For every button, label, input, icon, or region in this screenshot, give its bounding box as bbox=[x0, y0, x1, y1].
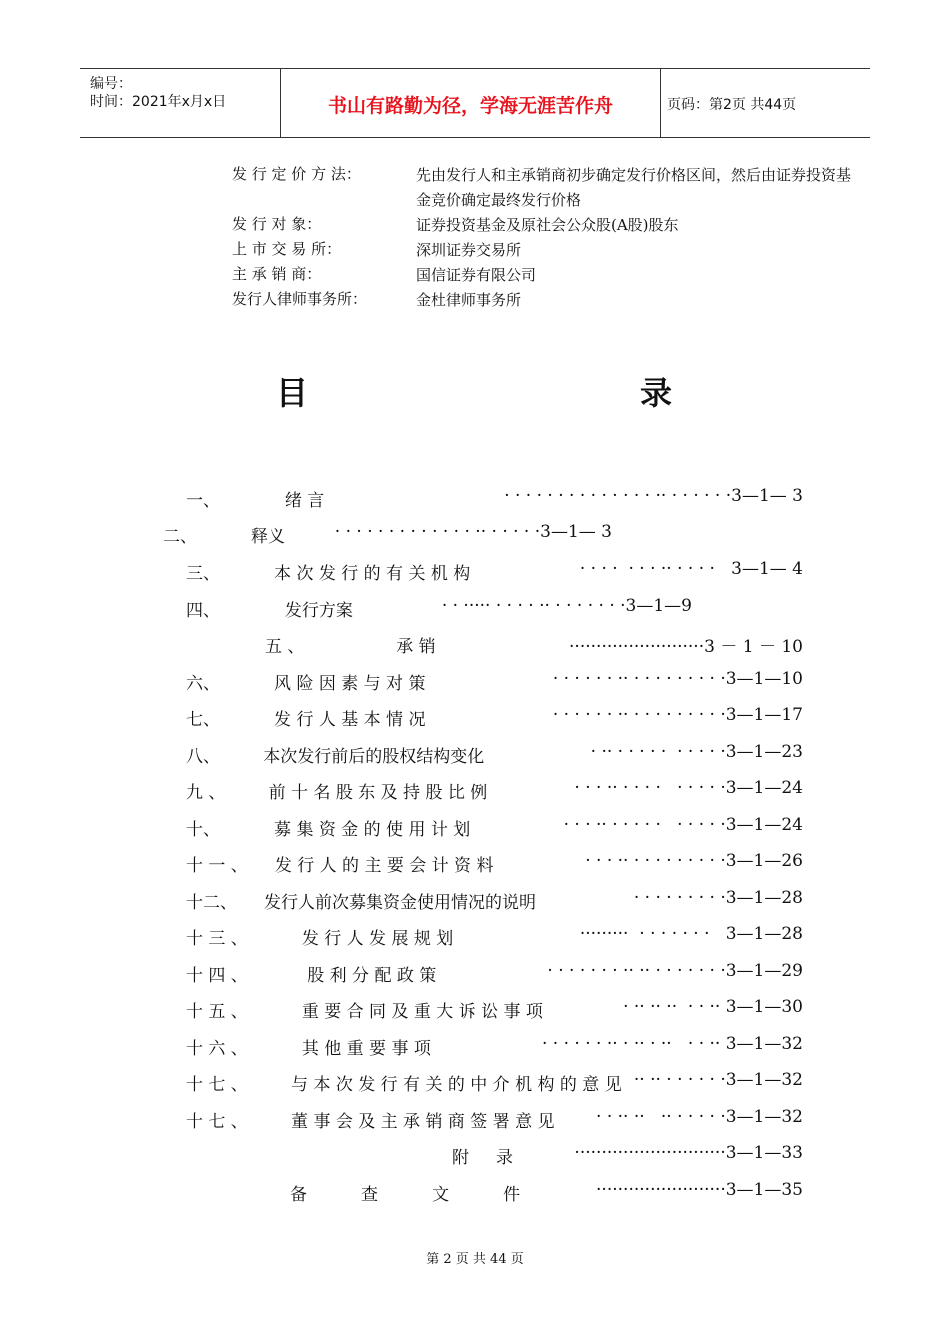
info-value: 先由发行人和主承销商初步确定发行价格区间，然后由证券投资基金竞价确定最终发行价格 bbox=[416, 166, 852, 209]
toc-entry-label[interactable]: 七、 发 行 人 基 本 情 况 bbox=[186, 710, 426, 730]
toc-entry-page: · · · · · · · · · · · · · · ·· · · · · · ·3—1— 3 bbox=[504, 486, 803, 506]
header-center-cell bbox=[281, 69, 661, 137]
toc-entry-page: · · · ·· · · · · · · · · ·3—1—26 bbox=[585, 851, 803, 871]
toc-entry-label[interactable]: 二、 释义 bbox=[163, 527, 286, 547]
toc-entry-label[interactable]: 十、 募 集 资 金 的 使 用 计 划 bbox=[186, 820, 471, 840]
toc-entry-label[interactable]: 四、 发行方案 bbox=[186, 601, 353, 621]
toc-entry-page: · · · · · · ·· · ·· · ·· · · ·· 3—1—32 bbox=[542, 1034, 803, 1054]
header-left-cell bbox=[80, 69, 281, 137]
toc-entry-page: · ·· ·· ·· · · ·· 3—1—30 bbox=[623, 997, 803, 1017]
toc-entry-label[interactable]: 一、 绪 言 bbox=[186, 491, 325, 511]
info-row bbox=[232, 238, 872, 263]
toc-entry-label[interactable]: 十 七 、 与 本 次 发 行 有 关 的 中 介 机 构 的 意 见 bbox=[186, 1075, 622, 1095]
info-label: 上 市 交 易 所： bbox=[232, 240, 342, 258]
info-row bbox=[232, 288, 872, 313]
toc-entry-page: · · · · · · ·· · · · · · · · · ·3—1—17 bbox=[552, 705, 803, 725]
info-label: 主 承 销 商： bbox=[232, 265, 322, 283]
toc-entry-label[interactable]: 三、 本 次 发 行 的 有 关 机 构 bbox=[186, 564, 471, 584]
page-info: 页码：第2页 共44页 bbox=[667, 97, 797, 113]
toc-entry-label[interactable]: 十 四 、 股 利 分 配 政 策 bbox=[186, 966, 437, 986]
toc-entry-page: · · · ·· · · · · · · · · ·3—1—24 bbox=[574, 778, 803, 798]
toc-entry-label[interactable]: 八、 本次发行前后的股权结构变化 bbox=[186, 747, 485, 767]
toc-entry-label[interactable]: 十 七 、 董 事 会 及 主 承 销 商 签 署 意 见 bbox=[186, 1112, 555, 1132]
toc-entry-page: · · · · · · · ·· · · · · 3—1— 4 bbox=[579, 559, 803, 579]
motto: 书山有路勤为径，学海无涯苦作舟 bbox=[327, 95, 613, 117]
toc-entry-page: · · · ·· · · · · · · · · · ·3—1—24 bbox=[563, 815, 803, 835]
number-label: 编号： bbox=[90, 76, 132, 92]
toc-entry-label[interactable]: 十 三 、 发 行 人 发 展 规 划 bbox=[186, 929, 454, 949]
toc-entry-page: ························3—1—35 bbox=[596, 1180, 803, 1200]
toc-entry-page: ·························3 － 1 － 10 bbox=[569, 637, 803, 657]
toc-entry-page: · ·· · · · · · · · · · ·3—1—23 bbox=[590, 742, 803, 762]
info-row bbox=[232, 163, 872, 213]
toc-entry-label[interactable]: 六、 风 险 因 素 与 对 策 bbox=[186, 674, 426, 694]
toc-entry-page: ········· · · · · · · · 3—1—28 bbox=[579, 924, 803, 944]
toc-entry-page: · · ·· ·· ·· · · · · ·3—1—32 bbox=[596, 1107, 803, 1127]
page-footer: 第 2 页 共 44 页 bbox=[426, 1252, 524, 1267]
toc-entry-page: · · · · · · ·· · · · · · · · · ·3—1—10 bbox=[552, 669, 803, 689]
toc-entry-page: · · · · · · · · · · · · · ·· · · · · ·3—1— 3 bbox=[334, 522, 612, 542]
toc-entry-page: ····························3—1—33 bbox=[574, 1143, 803, 1163]
document-header bbox=[80, 68, 870, 138]
toc-title-right: 录 bbox=[640, 374, 673, 412]
toc-entry-page: · · · · · · · · ·3—1—28 bbox=[633, 888, 803, 908]
info-value: 国信证券有限公司 bbox=[416, 266, 537, 284]
toc-entry-label[interactable]: 九 、 前 十 名 股 东 及 持 股 比 例 bbox=[186, 783, 488, 803]
toc-entry-label[interactable]: 附 录 bbox=[452, 1148, 514, 1168]
info-value: 金杜律师事务所 bbox=[416, 291, 522, 309]
toc-entry-label[interactable]: 五 、 承 销 bbox=[265, 637, 436, 657]
toc-entry-label[interactable]: 备 查 文 件 bbox=[290, 1185, 521, 1205]
time-label: 时间：2021年x月x日 bbox=[90, 94, 227, 110]
info-value: 证券投资基金及原社会公众股(A股)股东 bbox=[416, 216, 679, 234]
info-label: 发 行 对 象： bbox=[232, 215, 322, 233]
info-label: 发 行 定 价 方 法： bbox=[232, 165, 361, 183]
toc-entry-label[interactable]: 十 六 、 其 他 重 要 事 项 bbox=[186, 1039, 431, 1059]
issue-info bbox=[232, 163, 872, 313]
toc-entry-page: · · · · · · · ·· ·· · · · · · · ·3—1—29 bbox=[547, 961, 803, 981]
toc-entry-page: ·· ·· · · · · · ·3—1—32 bbox=[633, 1070, 803, 1090]
toc-entry-label[interactable]: 十 一 、 发 行 人 的 主 要 会 计 资 料 bbox=[186, 856, 494, 876]
info-label: 发行人律师事务所： bbox=[232, 290, 368, 308]
toc-entry-label[interactable]: 十二、 发行人前次募集资金使用情况的说明 bbox=[186, 893, 537, 913]
info-row bbox=[232, 263, 872, 288]
toc-title-left: 目 bbox=[276, 374, 309, 412]
info-value: 深圳证券交易所 bbox=[416, 241, 522, 259]
toc-entry-label[interactable]: 十 五 、 重 要 合 同 及 重 大 诉 讼 事 项 bbox=[186, 1002, 543, 1022]
info-row bbox=[232, 213, 872, 238]
toc-entry-page: · · ····· · · · · ·· · · · · · · ·3—1—9 bbox=[441, 596, 692, 616]
header-right-cell bbox=[661, 69, 870, 137]
